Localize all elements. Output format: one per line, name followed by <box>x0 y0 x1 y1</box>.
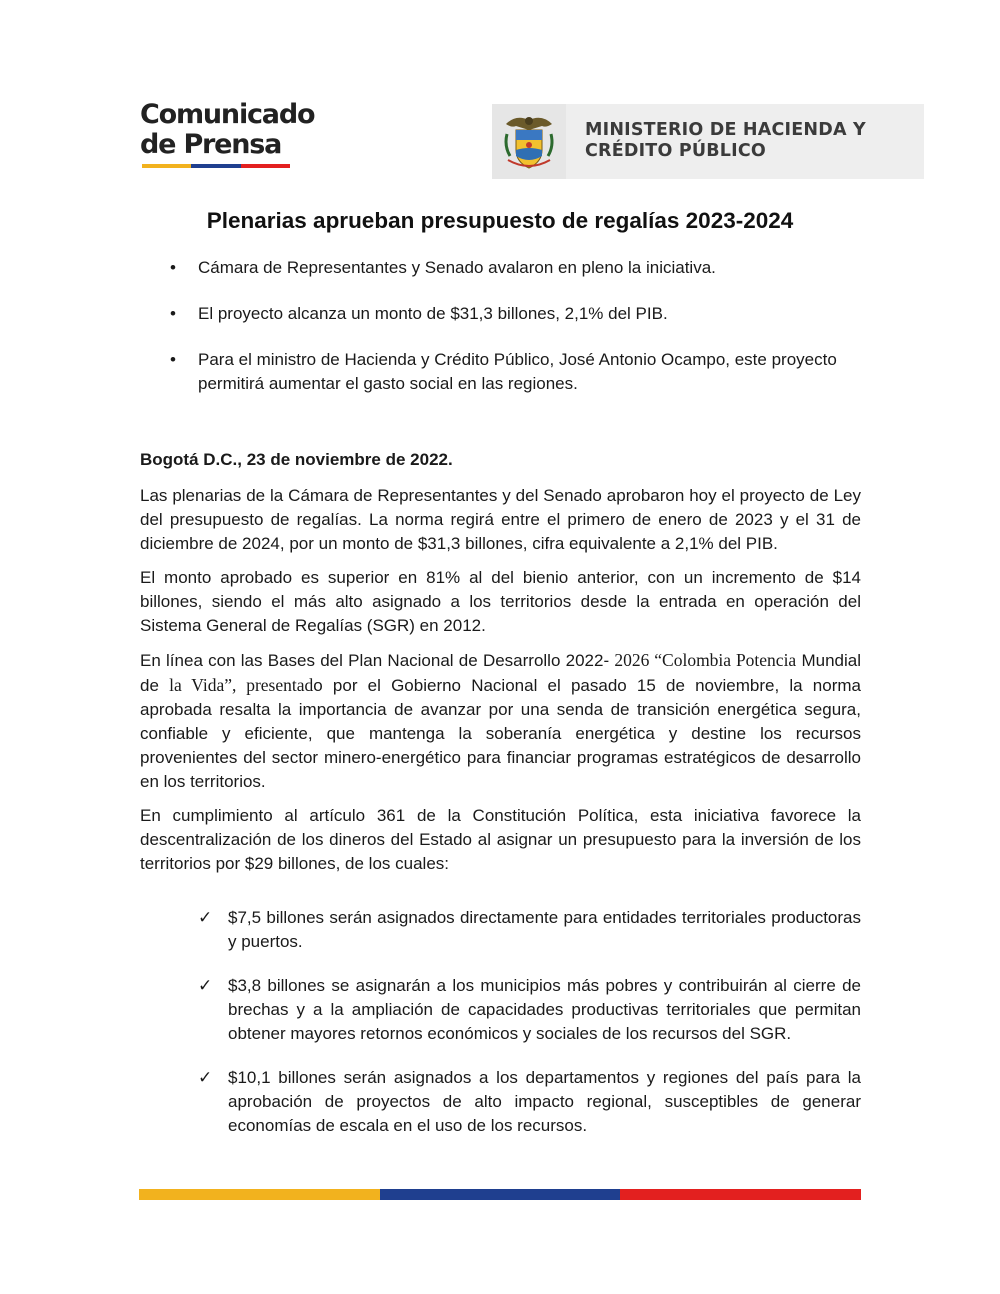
paragraph-3-part-a: En línea con las Bases del Plan Nacional de Desarrollo 2022- <box>140 651 615 670</box>
paragraph-3-part-c: Mundial de <box>140 651 861 695</box>
paragraph-3-part-b: 2026 “Colombia Potencia <box>614 650 797 670</box>
ministry-name <box>585 120 866 162</box>
press-release-logo <box>140 100 314 160</box>
article-body <box>140 448 861 1158</box>
ministry-banner <box>492 104 924 179</box>
dateline: Bogotá D.C., 23 de noviembre de 2022. <box>140 450 453 469</box>
highlight-item <box>140 256 861 280</box>
bullet-icon: • <box>170 350 176 369</box>
ministry-line-2: CRÉDITO PÚBLICO <box>585 141 766 161</box>
bullet-icon: • <box>170 258 176 277</box>
page-title: Plenarias aprueban presupuesto de regalías 2023-2024 <box>206 208 794 233</box>
seal-box <box>492 104 566 179</box>
paragraph-4: En cumplimiento al artículo 361 de la Constitución Política, esta iniciativa favorece la descentralización de los dineros del Estado al asignar un presupuesto para la inversión de los territorios por $29 billones, de los cuales: <box>140 806 861 873</box>
highlight-text: Cámara de Representantes y Senado avalaron en pleno la iniciativa. <box>198 258 716 277</box>
checkmark-icon: ✓ <box>198 976 213 996</box>
paragraph-1: Las plenarias de la Cámara de Representantes y del Senado aprobaron hoy el proyecto de Ley del presupuesto de regalías. La norma regirá entre el primero de enero de 2023 y el 31 de diciembre de 2024, por un monto de $31,3 billones, cifra equivalente a 2,1% del PIB. <box>140 486 861 553</box>
allocation-list <box>140 906 861 1138</box>
paragraph-3-part-e: o por el Gobierno Nacional el pasado 15 de noviembre, la norma aprobada resalta la importancia de avanzar por una senda de transición energética segura, confiable y eficiente, que mantenga la soberanía energética y destine los recursos provenientes del sector minero-energético para financiar programas estratégicos de desarrollo en los territorios. <box>140 676 861 791</box>
brand-line-1: Comunicado <box>140 99 315 130</box>
allocation-item <box>140 906 861 954</box>
highlights-list <box>140 256 861 418</box>
highlight-item <box>140 348 861 396</box>
checkmark-icon: ✓ <box>198 908 213 928</box>
paragraph-2: El monto aprobado es superior en 81% al del bienio anterior, con un incremento de $14 billones, siendo el más alto asignado a los territorios desde la entrada en operación del Sistema General de Regalías (SGR) en 2012. <box>140 568 861 635</box>
allocation-text: $3,8 billones se asignarán a los municipios más pobres y contribuirán al cierre de brechas y a la ampliación de capacidades productivas territoriales que permitan obtener mayores retornos económicos y sociales de los recursos del SGR. <box>228 976 861 1043</box>
paragraph-3 <box>140 648 861 794</box>
allocation-text: $10,1 billones serán asignados a los departamentos y regiones del país para la aprobación de proyectos de alto impacto regional, susceptibles de generar economías de escala en el uso de los recursos. <box>228 1068 861 1135</box>
footer-color-bar <box>139 1189 861 1200</box>
brand-color-bar <box>142 164 290 168</box>
allocation-item <box>140 1066 861 1138</box>
bullet-icon: • <box>170 304 176 323</box>
ministry-line-1: MINISTERIO DE HACIENDA Y <box>585 120 866 140</box>
checkmark-icon: ✓ <box>198 1068 213 1088</box>
brand-line-2: de Prensa <box>140 129 282 160</box>
highlight-text: Para el ministro de Hacienda y Crédito Público, José Antonio Ocampo, este proyecto permitirá aumentar el gasto social en las regiones. <box>198 350 837 393</box>
allocation-item <box>140 974 861 1046</box>
highlight-item <box>140 302 861 326</box>
paragraph-3-part-d: la Vida”, presentad <box>169 675 314 695</box>
colombia-coat-of-arms-icon <box>502 112 556 172</box>
highlight-text: El proyecto alcanza un monto de $31,3 billones, 2,1% del PIB. <box>198 304 668 323</box>
allocation-text: $7,5 billones serán asignados directamente para entidades territoriales productoras y puertos. <box>228 908 861 951</box>
